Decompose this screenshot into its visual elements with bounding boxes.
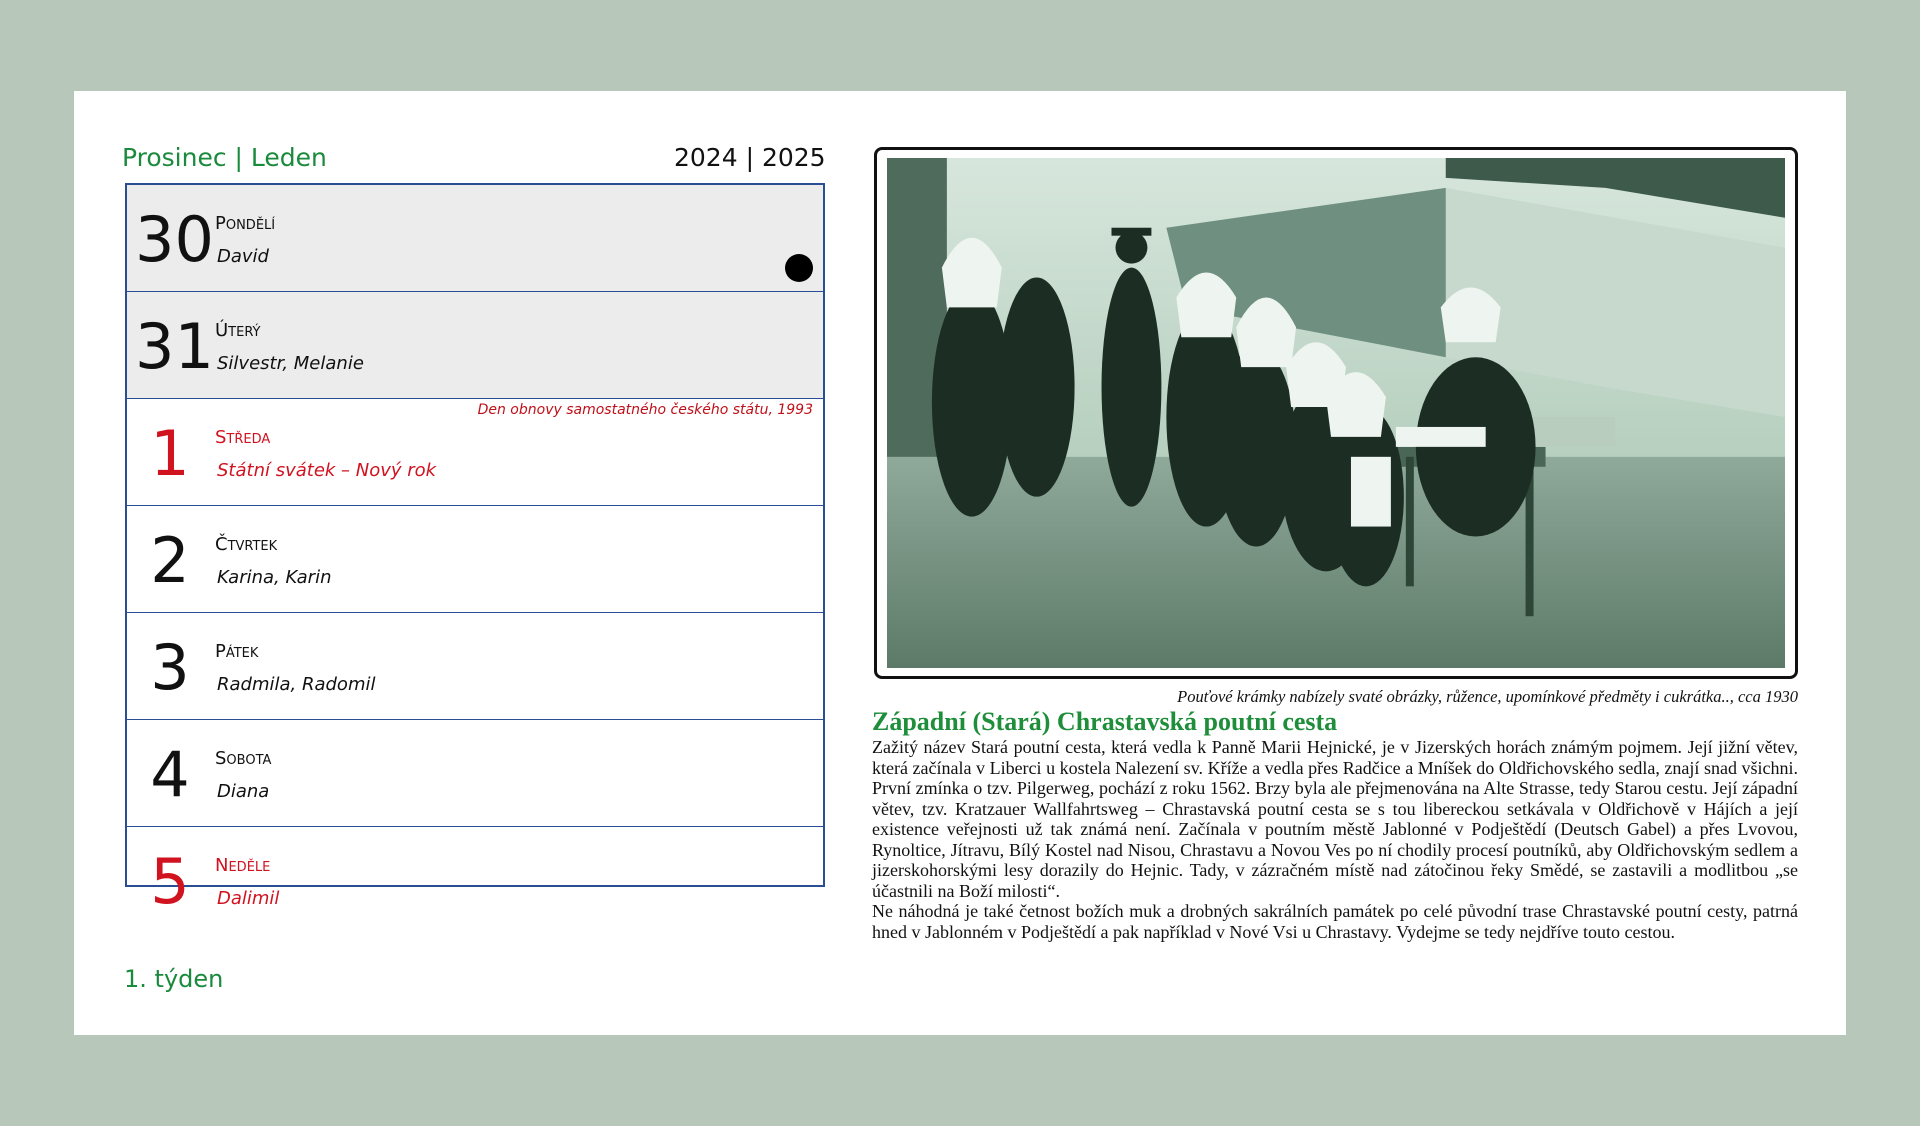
photo-caption: Pouťové krámky nabízely svaté obrázky, růžence, upomínkové předměty i cukrátka.., cca 1930 [1177,687,1798,706]
day-name: Čtvrtek [215,534,278,555]
day-row [127,613,823,720]
day-number: 4 [150,738,190,811]
article-body [872,737,1798,942]
day-name: Neděle [215,855,271,876]
name-day: Silvestr, Melanie [217,353,364,374]
historical-photo [887,158,1785,668]
day-number: 5 [150,845,190,918]
article-paragraph: Ne náhodná je také četnost božích muk a drobných sakrálních památek po celé původní trase Chrastavské poutní cesty, patrná hned v Jablonném v Podještědí a pak například v Nové Vsi u Chrastavy. Vydejme se tedy nejdříve touto cestou. [872,901,1798,942]
days-grid [125,183,825,918]
day-name: Sobota [215,748,272,769]
day-row [127,506,823,613]
month-title: Prosinec | Leden [122,143,327,172]
day-row [127,827,823,934]
day-number: 2 [150,524,190,597]
day-row [127,720,823,827]
day-number: 1 [150,417,190,490]
day-name: Pondělí [215,213,276,234]
day-row [127,292,823,399]
name-day: David [217,246,269,267]
day-row [127,185,823,292]
article-paragraph: Zažitý název Stará poutní cesta, která vedla k Panně Marii Hejnické, je v Jizerských horách známým pojmem. Její jižní větev, která začínala v Liberci u kostela Nalezení sv. Kříže a vedla přes Radčice a Mníšek do Oldřichovského sedla, znají snad všichni. První zmínka o tzv. Pilgerweg, pochází z roku 1562. Brzy byla ale přejmenována na Alte Strasse, tedy Starou cestu. Její západní větev, tzv. Kratzauer Wallfahrtsweg – Chrastavská poutní cesta se s tou libereckou setkávala v Oldřichově v Hájích a její existence veřejnosti už tak známá není. Začínala v poutním městě Jablonné v Podještědí (Deutsch Gabel) a přes Lvovou, Rynoltice, Jítravu, Bílý Kostel nad Nisou, Chrastavu a Novou Ves po ní chodily procesí poutníků, aby Oldřichovským sedlem a jizerskohorskými lesy dorazily do Hejnic. Tady, v zázračném místě nad zátočinou řeky Smědé, se zastavili a modlitbou „se účastnili na Boží milosti“. [872,737,1798,901]
new-moon-icon [785,254,813,282]
year-title: 2024 | 2025 [674,143,826,172]
photo-frame [874,147,1798,679]
day-name: Středa [215,427,271,448]
name-day: Radmila, Radomil [217,674,376,695]
article-title: Západní (Stará) Chrastavská poutní cesta [872,707,1338,736]
day-row [127,399,823,506]
name-day: Dalimil [217,888,280,909]
day-note: Den obnovy samostatného českého státu, 1993 [477,402,813,418]
week-label: 1. týden [124,965,224,993]
calendar-page [74,91,1846,1035]
day-number: 3 [150,631,190,704]
holiday-name: Státní svátek – Nový rok [217,460,437,481]
day-number: 30 [135,203,214,276]
day-name: Úterý [215,320,261,341]
day-number: 31 [135,310,214,383]
photo-illustration [887,158,1785,668]
name-day: Diana [217,781,270,802]
name-day: Karina, Karin [217,567,332,588]
day-name: Pátek [215,641,259,662]
